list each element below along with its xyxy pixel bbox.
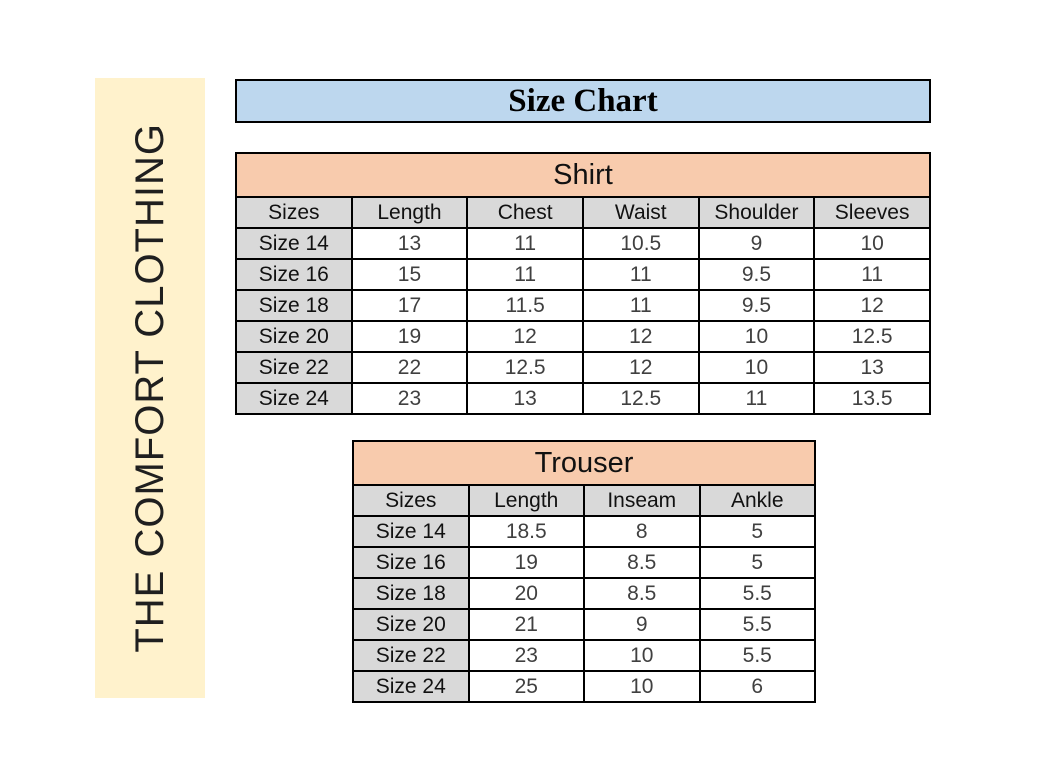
cell-value: 11.5 <box>467 290 583 321</box>
cell-value: 25 <box>469 671 585 702</box>
cell-value: 10 <box>699 352 815 383</box>
cell-value: 5 <box>700 516 816 547</box>
column-header-sizes: Sizes <box>353 485 469 516</box>
table-row <box>236 290 930 321</box>
row-label: Size 24 <box>236 383 352 414</box>
cell-value: 23 <box>469 640 585 671</box>
cell-value: 10.5 <box>583 228 699 259</box>
shirt-size-table <box>235 152 931 415</box>
cell-value: 19 <box>469 547 585 578</box>
table-row <box>353 640 815 671</box>
row-label: Size 18 <box>353 578 469 609</box>
cell-value: 12.5 <box>467 352 583 383</box>
cell-value: 9 <box>584 609 700 640</box>
column-header-length: Length <box>469 485 585 516</box>
row-label: Size 16 <box>353 547 469 578</box>
cell-value: 17 <box>352 290 468 321</box>
cell-value: 8 <box>584 516 700 547</box>
page-title: Size Chart <box>508 82 658 119</box>
table-row <box>236 259 930 290</box>
cell-value: 21 <box>469 609 585 640</box>
cell-value: 5.5 <box>700 640 816 671</box>
brand-name: THE COMFORT CLOTHING <box>127 123 172 653</box>
cell-value: 22 <box>352 352 468 383</box>
cell-value: 9.5 <box>699 290 815 321</box>
shirt-section-title: Shirt <box>236 153 930 197</box>
shirt-header-row <box>236 197 930 228</box>
column-header-shoulder: Shoulder <box>699 197 815 228</box>
cell-value: 5.5 <box>700 609 816 640</box>
shirt-section-row <box>236 153 930 197</box>
cell-value: 8.5 <box>584 578 700 609</box>
cell-value: 12 <box>583 321 699 352</box>
cell-value: 23 <box>352 383 468 414</box>
brand-banner <box>95 78 205 698</box>
cell-value: 11 <box>699 383 815 414</box>
cell-value: 13 <box>352 228 468 259</box>
table-row <box>353 547 815 578</box>
table-row <box>236 321 930 352</box>
cell-value: 6 <box>700 671 816 702</box>
table-row <box>353 609 815 640</box>
cell-value: 12.5 <box>814 321 930 352</box>
row-label: Size 22 <box>236 352 352 383</box>
cell-value: 10 <box>814 228 930 259</box>
row-label: Size 24 <box>353 671 469 702</box>
trouser-header-row <box>353 485 815 516</box>
cell-value: 12.5 <box>583 383 699 414</box>
cell-value: 12 <box>467 321 583 352</box>
cell-value: 10 <box>584 671 700 702</box>
cell-value: 9 <box>699 228 815 259</box>
row-label: Size 18 <box>236 290 352 321</box>
page-title-bar <box>235 79 931 123</box>
cell-value: 5 <box>700 547 816 578</box>
cell-value: 10 <box>584 640 700 671</box>
table-row <box>236 383 930 414</box>
cell-value: 11 <box>583 290 699 321</box>
cell-value: 13.5 <box>814 383 930 414</box>
column-header-inseam: Inseam <box>584 485 700 516</box>
cell-value: 10 <box>699 321 815 352</box>
column-header-sleeves: Sleeves <box>814 197 930 228</box>
cell-value: 15 <box>352 259 468 290</box>
cell-value: 5.5 <box>700 578 816 609</box>
table-row <box>236 228 930 259</box>
column-header-waist: Waist <box>583 197 699 228</box>
cell-value: 19 <box>352 321 468 352</box>
column-header-ankle: Ankle <box>700 485 816 516</box>
cell-value: 13 <box>814 352 930 383</box>
row-label: Size 16 <box>236 259 352 290</box>
column-header-sizes: Sizes <box>236 197 352 228</box>
cell-value: 8.5 <box>584 547 700 578</box>
trouser-section-title: Trouser <box>353 441 815 485</box>
table-row <box>236 352 930 383</box>
column-header-chest: Chest <box>467 197 583 228</box>
row-label: Size 20 <box>236 321 352 352</box>
cell-value: 11 <box>467 259 583 290</box>
cell-value: 20 <box>469 578 585 609</box>
cell-value: 12 <box>583 352 699 383</box>
cell-value: 12 <box>814 290 930 321</box>
cell-value: 9.5 <box>699 259 815 290</box>
row-label: Size 14 <box>353 516 469 547</box>
table-row <box>353 671 815 702</box>
cell-value: 11 <box>583 259 699 290</box>
cell-value: 18.5 <box>469 516 585 547</box>
table-row <box>353 516 815 547</box>
cell-value: 11 <box>814 259 930 290</box>
column-header-length: Length <box>352 197 468 228</box>
cell-value: 13 <box>467 383 583 414</box>
row-label: Size 20 <box>353 609 469 640</box>
table-row <box>353 578 815 609</box>
trouser-section-row <box>353 441 815 485</box>
row-label: Size 22 <box>353 640 469 671</box>
row-label: Size 14 <box>236 228 352 259</box>
trouser-size-table <box>352 440 816 703</box>
cell-value: 11 <box>467 228 583 259</box>
